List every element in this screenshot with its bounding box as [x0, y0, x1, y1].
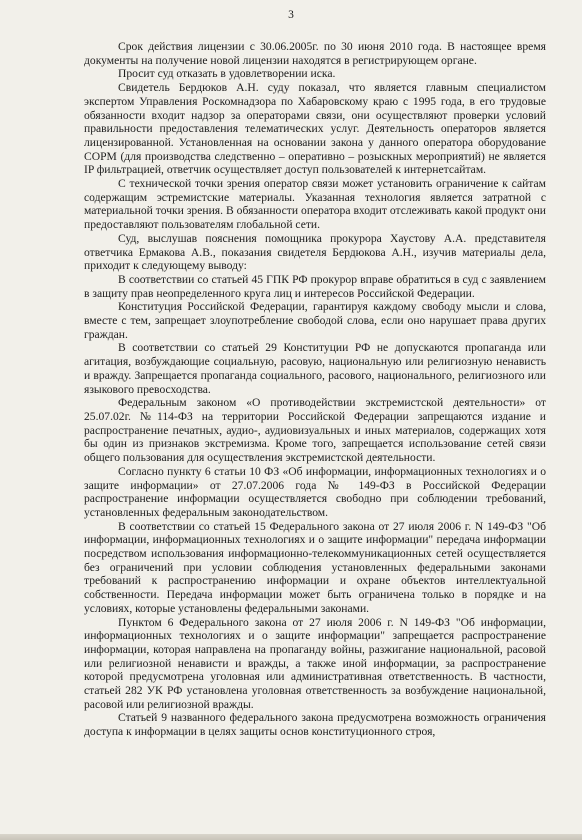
paragraph-information-law-point-6: Пунктом 6 Федерального закона от 27 июля 2006 г. N 149-ФЗ "Об информации, информационных технологиях и о защите информации" запрещается распространение информации, которая направлена на пропаганду войны, разжигание национальной, расовой или религиозной ненависти и вражды, а также иной информации, за распространение которой предусмотрена уголовная или административная ответственность. В частности, статьей 282 УК РФ установлена уголовная ответственность за возбуждение национальной, расовой или религиозной вражды. — [84, 615, 546, 711]
paragraph-extremism-law: Федеральным законом «О противодействии экстремистской деятельности» от 25.07.02г. №114-ФЗ на территории Российской Федерации запрещаются издание и распространение печатных, аудио-, аудиовизуальных и иных материалов, содержащих хотя бы один из признаков экстремизма. Кроме того, запрещается использование сетей связи общего пользования для осуществления экстремистской деятельности. — [84, 396, 546, 465]
page-number: 3 — [288, 9, 294, 21]
scan-bottom-edge — [0, 834, 582, 840]
paragraph-constitution-article-29: В соответствии со статьей 29 Конституции РФ не допускаются пропаганда или агитация, возбуждающие социальную, расовую, национальную или религиозную ненависть и вражду. Запрещается пропаганда социального, расового, национального, религиозного или языкового превосходства. — [84, 341, 546, 396]
paragraph-article-9: Статьей 9 названного федерального закона предусмотрена возможность ограничения доступа к информации в целях защиты основ конституционного строя, — [84, 711, 546, 739]
document-body — [84, 40, 546, 739]
paragraph-witness-testimony: Свидетель Бердюков А.Н. суду показал, что является главным специалистом экспертом Управления Роскомнадзора по Хабаровскому краю с 1995 года, в его трудовые обязанности входит надзор за операторами связи, они осуществляют проверки условий правильности предоставления телематических услуг. Деятельность операторов является лицензированной. Установленная на основании закона у данного оператора оборудование СОРМ (для производства следственно – оперативно – розыскных мероприятий) не является IP фильтрацией, ответчик осуществляет доступ пользователей к интернетсайтам. — [84, 81, 546, 177]
paragraph-court-conclusion: Суд, выслушав пояснения помощника прокурора Хаустову А.А. представителя ответчика Ермакова А.В., показания свидетеля Бердюкова А.Н., изучив материалы дела, приходит к следующему выводу: — [84, 231, 546, 273]
paragraph-technical-view: С технической точки зрения оператор связи может установить ограничение к сайтам содержащим эстремистские материалы. Указанная технология является затратной с материальной точки зрения. В обязанности оператора входит отслеживать какой продукт они предоставляют пользователям глобальной сети. — [84, 177, 546, 232]
paragraph-request-dismiss: Просит суд отказать в удовлетворении иска. — [118, 67, 336, 81]
paragraph-license-term: Срок действия лицензии с 30.06.2005г. по 30 июня 2010 года. В настоящее время документы на получение новой лицензии находятся в регистрирующем органе. — [84, 40, 546, 67]
paragraph-gpk-article-45: В соответствии со статьей 45 ГПК РФ прокурор вправе обратиться в суд с заявлением в защиту прав неопределенного круга лиц и интересов Российской Федерации. — [84, 272, 546, 300]
paragraph-constitution: Конституция Российской Федерации, гарантируя каждому свободу мысли и слова, вместе с тем, запрещает злоупотребление свободой слова, если оно нарушает права других граждан. — [84, 300, 546, 341]
paragraph-information-law-art-15: В соответствии со статьей 15 Федерального закона от 27 июля 2006 г. N 149-ФЗ "Об информации, информационных технологиях и о защите информации" передача информации посредством использования информационно-телекоммуникационных сетей осуществляется без ограничений при условии соблюдения установленных федеральными законами требований к распространению информации и охране объектов интеллектуальной собственности. Передача информации может быть ограничена только в порядке и на условиях, которые установлены федеральными законами. — [84, 519, 546, 615]
paragraph-information-law-art-10: Согласно пункту 6 статьи 10 ФЗ «Об информации, информационных технологиях и о защите информации» от 27.07.2006 года № 149-ФЗ в Российской Федерации распространение информации осуществляется свободно при соблюдении требований, установленных федеральным законодательством. — [84, 464, 546, 519]
